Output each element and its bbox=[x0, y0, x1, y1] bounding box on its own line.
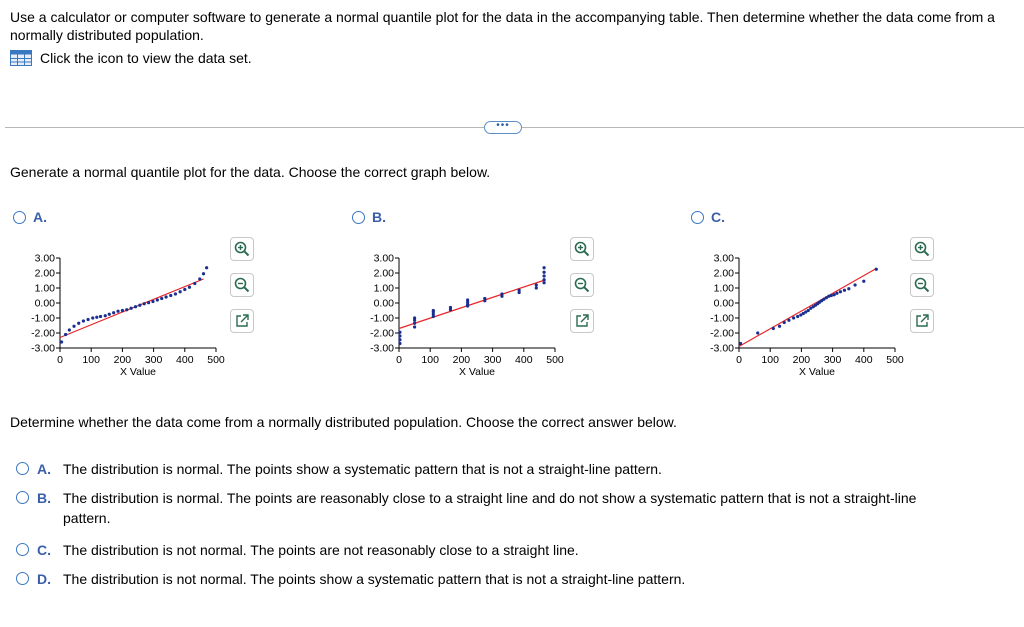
data-point bbox=[862, 280, 865, 283]
part1-prompt: Generate a normal quantile plot for the data. Choose the correct graph below. bbox=[10, 164, 491, 180]
reference-line bbox=[739, 269, 876, 347]
data-point bbox=[151, 300, 154, 303]
graph-option-c-letter: C. bbox=[711, 209, 725, 225]
zoom-out-button[interactable] bbox=[570, 273, 594, 297]
data-point bbox=[839, 290, 842, 293]
data-point bbox=[535, 286, 538, 289]
answer-option-c[interactable] bbox=[16, 540, 1006, 560]
popout-button[interactable] bbox=[910, 309, 934, 333]
answer-a-text: The distribution is normal. The points show a systematic pattern that is not a straight-line pattern. bbox=[63, 461, 662, 477]
data-point bbox=[542, 271, 545, 274]
data-point bbox=[198, 277, 201, 280]
radio-graph-b[interactable] bbox=[352, 211, 365, 224]
data-point bbox=[830, 294, 833, 297]
y-tick-label: -3.00 bbox=[370, 342, 394, 355]
y-tick-label: -1.00 bbox=[31, 312, 55, 325]
reference-line bbox=[399, 280, 546, 329]
data-point bbox=[130, 307, 133, 310]
popout-button[interactable] bbox=[570, 309, 594, 333]
data-point bbox=[787, 319, 790, 322]
y-tick-label: 2.00 bbox=[34, 267, 55, 280]
x-axis-label: X Value bbox=[459, 366, 495, 378]
zoom-in-button[interactable] bbox=[910, 237, 934, 261]
more-button[interactable]: ••• bbox=[484, 121, 522, 134]
graph-option-a-letter: A. bbox=[33, 209, 47, 225]
zoom-out-icon bbox=[914, 277, 930, 293]
table-grid-icon bbox=[10, 50, 32, 66]
data-point bbox=[156, 298, 159, 301]
data-point bbox=[783, 321, 786, 324]
data-point bbox=[847, 287, 850, 290]
x-tick-label: 500 bbox=[546, 354, 564, 366]
data-point bbox=[413, 322, 416, 325]
data-point bbox=[108, 313, 111, 316]
data-point bbox=[432, 309, 435, 312]
x-axis-label: X Value bbox=[120, 366, 156, 378]
graph-option-a[interactable] bbox=[13, 209, 47, 225]
quantile-plot-a bbox=[18, 248, 228, 398]
x-tick-label: 100 bbox=[82, 354, 100, 366]
popout-icon bbox=[234, 313, 250, 329]
data-point bbox=[772, 327, 775, 330]
data-point bbox=[398, 331, 401, 334]
radio-graph-c[interactable] bbox=[691, 211, 704, 224]
y-tick-label: -3.00 bbox=[31, 342, 55, 355]
data-point bbox=[164, 295, 167, 298]
x-tick-label: 400 bbox=[176, 354, 194, 366]
data-point bbox=[466, 298, 469, 301]
zoom-out-button[interactable] bbox=[230, 273, 254, 297]
y-tick-label: 2.00 bbox=[373, 267, 394, 280]
data-point bbox=[778, 325, 781, 328]
radio-answer-d[interactable] bbox=[16, 572, 29, 585]
popout-icon bbox=[574, 313, 590, 329]
y-tick-label: -3.00 bbox=[710, 342, 734, 355]
y-tick-label: 0.00 bbox=[34, 297, 55, 310]
x-tick-label: 400 bbox=[515, 354, 533, 366]
radio-answer-b[interactable] bbox=[16, 491, 29, 504]
graph-option-c[interactable] bbox=[691, 209, 725, 225]
data-point bbox=[134, 305, 137, 308]
x-tick-label: 300 bbox=[483, 354, 502, 366]
radio-answer-c[interactable] bbox=[16, 543, 29, 556]
data-point bbox=[174, 292, 177, 295]
answer-c-text: The distribution is not normal. The points are not reasonably close to a straight line. bbox=[63, 542, 579, 558]
dataset-link-label: Click the icon to view the data set. bbox=[40, 50, 252, 66]
x-tick-label: 200 bbox=[113, 354, 132, 366]
x-tick-label: 200 bbox=[792, 354, 811, 366]
zoom-out-button[interactable] bbox=[910, 273, 934, 297]
graph-c-tools bbox=[910, 237, 934, 345]
answer-a-letter: A. bbox=[37, 461, 51, 477]
data-point bbox=[835, 292, 838, 295]
data-point bbox=[193, 282, 196, 285]
answer-b-text: The distribution is normal. The points are reasonably close to a straight line and do not show a systematic pattern that is not a straight-line pattern. bbox=[63, 490, 917, 526]
data-point bbox=[138, 304, 141, 307]
answer-option-a[interactable] bbox=[16, 459, 1006, 479]
answer-c-letter: C. bbox=[37, 542, 51, 558]
data-point bbox=[169, 294, 172, 297]
data-point bbox=[91, 316, 94, 319]
data-point bbox=[535, 283, 538, 286]
data-point bbox=[875, 268, 878, 271]
x-tick-label: 100 bbox=[421, 354, 439, 366]
answer-d-text: The distribution is not normal. The points show a systematic pattern that is not a straight-line pattern. bbox=[63, 571, 686, 587]
data-point bbox=[756, 331, 759, 334]
data-point bbox=[95, 316, 98, 319]
y-tick-label: -2.00 bbox=[710, 327, 734, 340]
y-tick-label: 3.00 bbox=[34, 252, 55, 265]
data-point bbox=[413, 325, 416, 328]
quantile-plot-c bbox=[697, 248, 907, 398]
data-point bbox=[449, 306, 452, 309]
data-point bbox=[104, 314, 107, 317]
quantile-plot-b bbox=[357, 248, 567, 398]
data-point bbox=[188, 286, 191, 289]
y-tick-label: 0.00 bbox=[373, 297, 394, 310]
data-point bbox=[542, 278, 545, 281]
data-point bbox=[843, 289, 846, 292]
data-point bbox=[183, 288, 186, 291]
data-point bbox=[542, 281, 545, 284]
data-point bbox=[160, 297, 163, 300]
y-tick-label: -2.00 bbox=[31, 327, 55, 340]
x-tick-label: 400 bbox=[855, 354, 873, 366]
x-tick-label: 0 bbox=[57, 354, 63, 366]
data-point bbox=[86, 318, 89, 321]
data-point bbox=[398, 334, 401, 337]
x-tick-label: 0 bbox=[396, 354, 402, 366]
answer-b-letter: B. bbox=[37, 490, 51, 506]
data-point bbox=[72, 325, 75, 328]
radio-graph-a[interactable] bbox=[13, 211, 26, 224]
data-point bbox=[112, 311, 115, 314]
x-axis-label: X Value bbox=[799, 366, 835, 378]
x-tick-label: 500 bbox=[886, 354, 904, 366]
popout-button[interactable] bbox=[230, 309, 254, 333]
data-point bbox=[68, 328, 71, 331]
data-point bbox=[82, 319, 85, 322]
zoom-in-button[interactable] bbox=[230, 237, 254, 261]
zoom-in-icon bbox=[574, 241, 590, 257]
y-tick-label: 2.00 bbox=[713, 267, 734, 280]
data-point bbox=[205, 266, 208, 269]
data-point bbox=[179, 290, 182, 293]
y-tick-label: -1.00 bbox=[370, 312, 394, 325]
data-point bbox=[518, 289, 521, 292]
data-point bbox=[398, 342, 401, 345]
data-point bbox=[143, 302, 146, 305]
data-point bbox=[796, 315, 799, 318]
data-point bbox=[542, 266, 545, 269]
graph-option-b-letter: B. bbox=[372, 209, 386, 225]
data-point bbox=[542, 274, 545, 277]
zoom-in-button[interactable] bbox=[570, 237, 594, 261]
y-tick-label: -2.00 bbox=[370, 327, 394, 340]
data-point bbox=[147, 301, 150, 304]
zoom-out-icon bbox=[574, 277, 590, 293]
data-point bbox=[121, 309, 124, 312]
data-point bbox=[202, 272, 205, 275]
x-tick-label: 200 bbox=[452, 354, 471, 366]
data-point bbox=[792, 316, 795, 319]
y-tick-label: -1.00 bbox=[710, 312, 734, 325]
popout-icon bbox=[914, 313, 930, 329]
data-point bbox=[833, 293, 836, 296]
answer-option-b[interactable] bbox=[16, 488, 936, 528]
data-point bbox=[500, 292, 503, 295]
data-point bbox=[116, 310, 119, 313]
y-tick-label: 1.00 bbox=[373, 282, 394, 295]
data-point bbox=[413, 316, 416, 319]
graph-a-tools bbox=[230, 237, 254, 345]
radio-answer-a[interactable] bbox=[16, 462, 29, 475]
data-point bbox=[77, 322, 80, 325]
data-point bbox=[739, 342, 742, 345]
data-point bbox=[99, 315, 102, 318]
zoom-in-icon bbox=[914, 241, 930, 257]
data-point bbox=[483, 297, 486, 300]
graph-option-b[interactable] bbox=[352, 209, 386, 225]
answer-d-letter: D. bbox=[37, 571, 51, 587]
data-point bbox=[807, 309, 810, 312]
data-point bbox=[125, 308, 128, 311]
zoom-out-icon bbox=[234, 277, 250, 293]
question-text: Use a calculator or computer software to generate a normal quantile plot for the data in the accompanying table. Then determine whether the data come from a normally distributed population. bbox=[10, 9, 995, 43]
part2-prompt: Determine whether the data come from a normally distributed population. Choose the correct answer below. bbox=[10, 414, 677, 430]
y-tick-label: 3.00 bbox=[713, 252, 734, 265]
data-point bbox=[398, 338, 401, 341]
x-tick-label: 500 bbox=[207, 354, 225, 366]
answer-option-d[interactable] bbox=[16, 569, 1006, 589]
data-point bbox=[60, 340, 63, 343]
y-tick-label: 1.00 bbox=[34, 282, 55, 295]
graph-b-tools bbox=[570, 237, 594, 345]
x-tick-label: 100 bbox=[761, 354, 779, 366]
y-tick-label: 0.00 bbox=[713, 297, 734, 310]
y-tick-label: 3.00 bbox=[373, 252, 394, 265]
y-tick-label: 1.00 bbox=[713, 282, 734, 295]
x-tick-label: 300 bbox=[144, 354, 163, 366]
data-point bbox=[64, 333, 67, 336]
x-tick-label: 0 bbox=[736, 354, 742, 366]
x-tick-label: 300 bbox=[823, 354, 842, 366]
zoom-in-icon bbox=[234, 241, 250, 257]
data-point bbox=[853, 283, 856, 286]
view-dataset-link[interactable] bbox=[10, 50, 252, 66]
